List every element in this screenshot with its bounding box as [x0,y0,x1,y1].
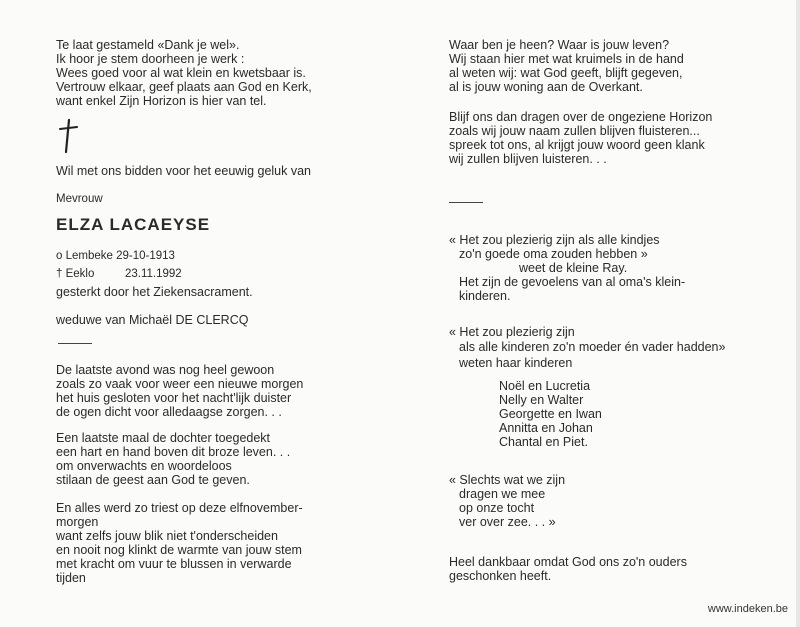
sacrament-text: gesterkt door het Ziekensacrament. [56,285,253,299]
deceased-name: ELZA LACAEYSE [56,215,211,234]
poem2-line: het huis gesloten voor het nacht'lijk duister [56,391,292,405]
poem1-line: Te laat gestameld «Dank je wel». [56,38,240,52]
poem4-line: tijden [56,571,86,585]
poem1-line: al is jouw woning aan de Overkant. [449,80,643,94]
poem2-line: wij zullen blijven luisteren. . . [449,152,607,166]
poem1-line: Wees goed voor al wat klein en kwetsbaar is. [56,66,306,80]
poem4-line: en nooit nog klinkt de warmte van jouw stem [56,543,302,557]
quote1-line: Het zijn de gevoelens van al oma's klein- [459,275,686,289]
death-place: † Eeklo [56,268,95,280]
quote3-line: « Slechts wat we zijn [449,473,566,487]
poem4-line: want zelfs jouw blik niet t'onderscheiden [56,529,278,543]
child-name: Noël en Lucretia [499,379,591,393]
poem1-line: Waar ben je heen? Waar is jouw leven? [449,38,670,52]
child-name: Chantal en Piet. [499,435,588,449]
poem4-line: met kracht om vuur te blussen in verwarde [56,557,292,571]
poem2-line: Blijf ons dan dragen over de ongeziene Horizon [449,110,713,124]
death-date: 23.11.1992 [125,268,182,280]
quote1-line: kinderen. [459,289,511,303]
poem4-line: En alles werd zo triest op deze elfnovember- [56,501,303,515]
poem3-line: om onverwachts en woordeloos [56,459,232,473]
poem1-line: Ik hoor je stem doorheen je werk : [56,52,245,66]
poem1-line: al weten wij: wat God geeft, blijft gegeven, [449,66,683,80]
quote1-line: weet de kleine Ray. [519,261,628,275]
birth-info: o Lembeke 29-10-1913 [56,250,175,262]
prayer-text: Wil met ons bidden voor het eeuwig geluk van [56,164,312,178]
poem2-line: De laatste avond was nog heel gewoon [56,363,275,377]
quote2-line: als alle kinderen zo'n moeder én vader hadden» [459,340,726,354]
poem1-line: Vertrouw elkaar, geef plaats aan God en Kerk, [56,80,312,94]
widow-text: weduwe van Michaël DE CLERCQ [56,313,249,327]
poem4-line: morgen [56,515,99,529]
poem2-line: zoals zo vaak voor weer een nieuwe morgen [56,377,304,391]
thanks-line: Heel dankbaar omdat God ons zo'n ouders [449,555,687,569]
poem2-line: spreek tot ons, al krijgt jouw woord geen klank [449,138,705,152]
quote1-line: zo'n goede oma zouden hebben » [459,247,648,261]
poem3-line: Een laatste maal de dochter toegedekt [56,431,271,445]
watermark: www.indeken.be [707,603,788,615]
thanks-line: geschonken heeft. [449,569,552,583]
poem1-line: Wij staan hier met wat kruimels in de hand [449,52,684,66]
title-text: Mevrouw [56,193,103,205]
quote3-line: op onze tocht [459,501,535,515]
poem2-line: de ogen dicht voor alledaagse zorgen. . . [56,405,282,419]
poem2-line: zoals wij jouw naam zullen blijven fluisteren... [449,124,700,138]
card-edge [796,0,800,627]
quote3-line: dragen we mee [459,487,546,501]
child-name: Nelly en Walter [499,393,584,407]
child-name: Georgette en Iwan [499,407,602,421]
child-name: Annitta en Johan [499,421,593,435]
quote2-line: « Het zou plezierig zijn [449,325,575,339]
divider [58,343,92,344]
poem3-line: stilaan de geest aan God te geven. [56,473,250,487]
divider [449,202,483,203]
poem1-line: want enkel Zijn Horizon is hier van tel. [56,94,267,108]
quote3-line: ver over zee. . . » [459,515,556,529]
cross-icon [57,118,79,154]
poem3-line: een hart en hand boven dit broze leven. . . [56,445,291,459]
quote2-line: weten haar kinderen [459,356,573,370]
quote1-line: « Het zou plezierig zijn als alle kindjes [449,233,660,247]
